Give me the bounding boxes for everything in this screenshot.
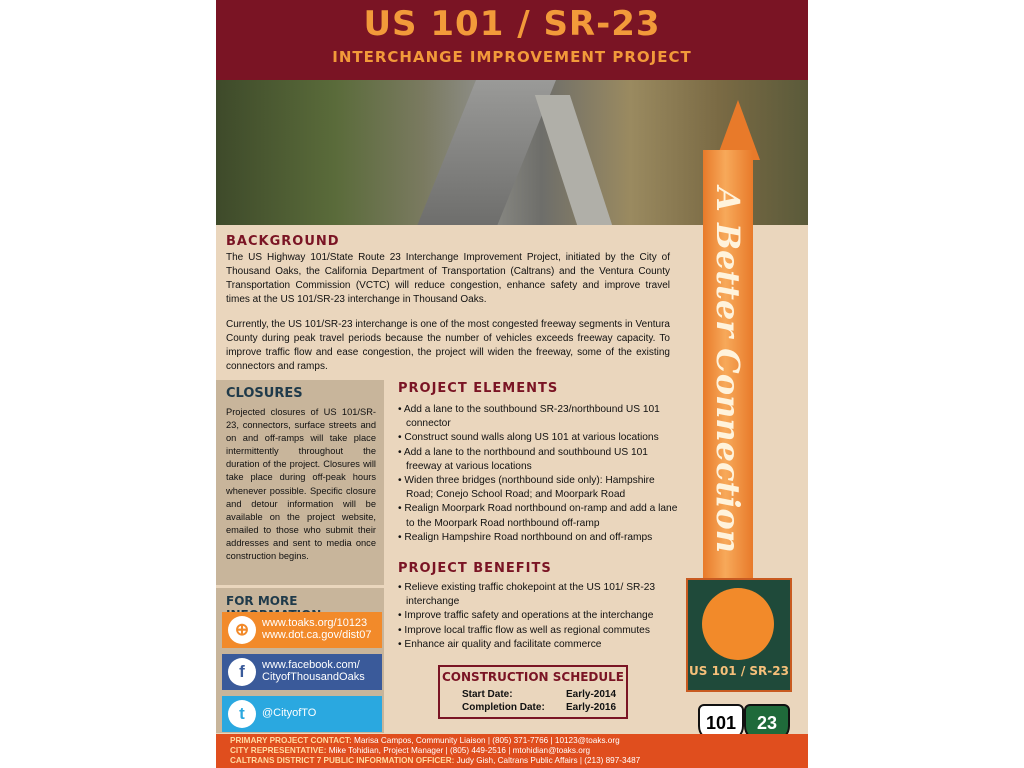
header-banner [216, 0, 808, 80]
closures-panel [216, 380, 384, 585]
background-paragraph-1: The US Highway 101/State Route 23 Interchange Improvement Project, initiated by the City of Thousand Oaks, the California Department of Transportation (Caltrans) and the Ventura County Transportation Commission (VCTC) will reduce congestion, enhance safety and improve travel times at the US 101/SR-23 interchange in Thousand Oaks. [226, 252, 670, 305]
flyer-page [216, 0, 808, 768]
link-caltrans[interactable]: www.dot.ca.gov/dist07 [262, 629, 372, 641]
ca-route-number: 23 [756, 713, 778, 733]
construction-schedule [438, 665, 628, 719]
completion-date-value: Early-2016 [566, 702, 617, 713]
primary-contact [230, 736, 620, 746]
website-links[interactable] [222, 612, 382, 648]
elements-list [398, 403, 678, 545]
list-item: • Improve local traffic flow as well as regional commutes [398, 624, 650, 636]
city-rep-label: CITY REPRESENTATIVE: [230, 746, 327, 755]
sun-graphic [702, 588, 774, 660]
benefits-heading: PROJECT BENEFITS [398, 561, 552, 576]
caltrans-contact-text: Judy Gish, Caltrans Public Affairs | (213) 897-3487 [456, 756, 641, 765]
city-rep-text: Mike Tohidian, Project Manager | (805) 449-2516 | mtohidian@toaks.org [328, 746, 591, 755]
us-route-number: 101 [705, 713, 737, 733]
list-item: • Add a lane to the southbound SR-23/northbound US 101 connector [398, 404, 660, 430]
list-item: • Realign Hampshire Road northbound on and off-ramps [398, 531, 653, 543]
primary-contact-text: Marisa Campos, Community Liaison | (805) 371-7766 | 10123@toaks.org [354, 736, 620, 745]
caltrans-contact-label: CALTRANS DISTRICT 7 PUBLIC INFORMATION OFFICER: [230, 756, 455, 765]
ribbon-text: A Better Connection [709, 186, 747, 554]
twitter-link[interactable] [222, 696, 382, 732]
more-info-panel [216, 588, 384, 733]
more-info-heading: FOR MORE [226, 594, 298, 608]
list-item: • Improve traffic safety and operations at the interchange [398, 610, 654, 622]
list-item: • Add a lane to the northbound and southbound US 101 freeway at various locations [398, 446, 648, 472]
start-date-label: Start Date: [462, 689, 513, 700]
primary-contact-label: PRIMARY PROJECT CONTACT: [230, 736, 352, 745]
background-heading: BACKGROUND [226, 234, 340, 249]
globe-icon: ⊕ [228, 616, 256, 644]
page-subtitle: INTERCHANGE IMPROVEMENT PROJECT [332, 48, 692, 66]
closures-text: Projected closures of US 101/SR-23, connectors, surface streets and on and off-ramps will take place intermittently throughout the duration of the project. Closures will take place during off-peak hours whenever possible. Specific closure and detour information will be available on the project website, emailed to those who submit their addresses and sent to media once construction begins. [226, 407, 376, 562]
caltrans-contact [230, 756, 640, 766]
facebook-url-line-2: CityofThousandOaks [262, 671, 365, 683]
page-title: US 101 / SR-23 [363, 4, 661, 44]
start-date-value: Early-2014 [566, 689, 617, 700]
closures-heading: CLOSURES [226, 386, 303, 401]
twitter-icon: t [228, 700, 256, 728]
footer-contacts [216, 734, 808, 768]
project-logo [686, 578, 792, 692]
list-item: • Realign Moorpark Road northbound on-ramp and add a lane to the Moorpark Road northbound off-ramp [398, 503, 678, 529]
twitter-handle: @CityofTO [262, 707, 317, 719]
list-item: • Widen three bridges (northbound side only): Hampshire Road; Conejo School Road; and Moorpark Road [398, 475, 655, 501]
facebook-icon: f [228, 658, 256, 686]
link-toaks[interactable]: www.toaks.org/10123 [262, 617, 368, 629]
completion-date-label: Completion Date: [462, 702, 545, 713]
background-paragraph-2: Currently, the US 101/SR-23 interchange is one of the most congested freeway segments in Ventura County during peak travel periods because the number of vehicles exceeds freeway capacity. To improve traffic flow and ease congestion, the project will widen the freeway, some of the existing connectors and ramps. [226, 319, 670, 372]
list-item: • Enhance air quality and facilitate commerce [398, 638, 602, 650]
elements-heading: PROJECT ELEMENTS [398, 381, 559, 396]
list-item: • Relieve existing traffic chokepoint at the US 101/ SR-23 interchange [398, 582, 656, 608]
list-item: • Construct sound walls along US 101 at various locations [398, 432, 659, 444]
logo-title: US 101 / SR-23 [689, 664, 789, 678]
city-rep [230, 746, 590, 756]
facebook-link[interactable] [222, 654, 382, 690]
facebook-url-line-1: www.facebook.com/ [262, 659, 360, 671]
benefits-list [398, 581, 678, 652]
schedule-heading: CONSTRUCTION SCHEDULE [442, 670, 624, 684]
